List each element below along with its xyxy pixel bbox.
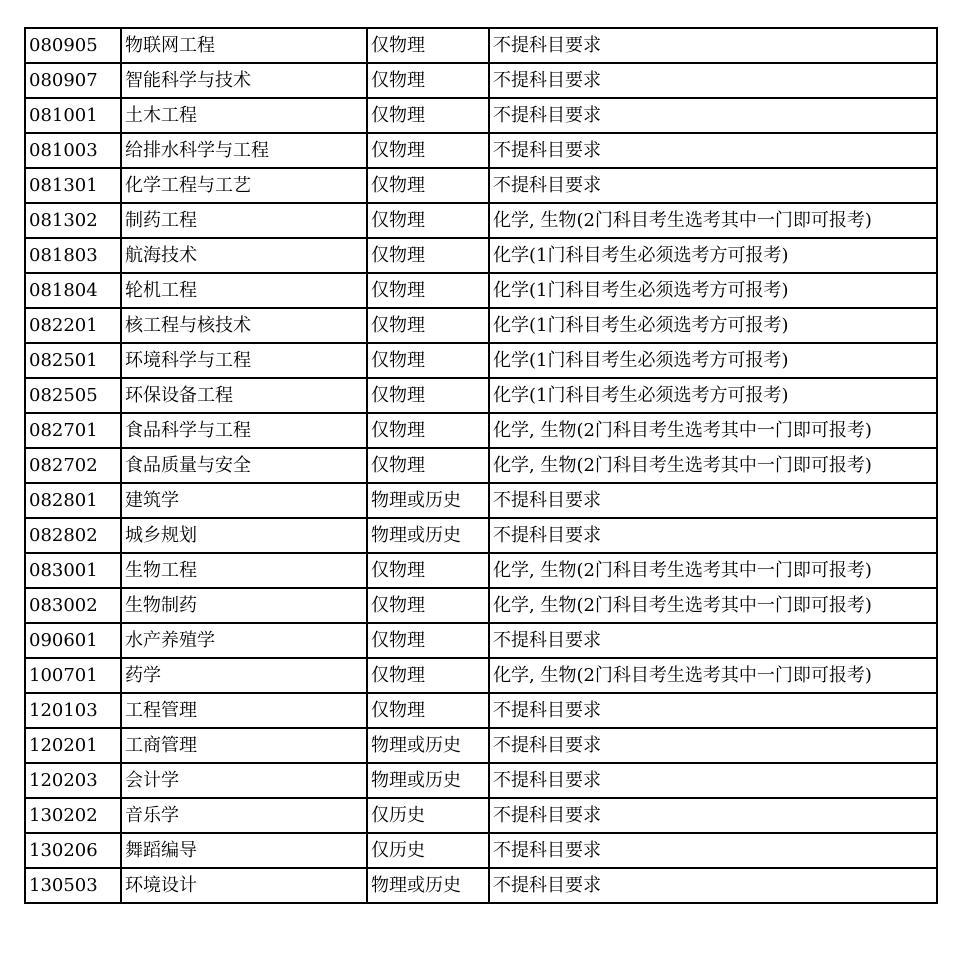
table-body [25, 28, 937, 903]
second-choice-cell: 不提科目要求 [489, 868, 937, 903]
major-name-cell: 食品科学与工程 [121, 413, 367, 448]
table-row [25, 413, 937, 448]
second-choice-cell: 化学(1门科目考生必须选考方可报考) [489, 308, 937, 343]
table-row [25, 728, 937, 763]
second-choice-cell: 化学, 生物(2门科目考生选考其中一门即可报考) [489, 553, 937, 588]
major-code-cell: 082801 [25, 483, 121, 518]
major-name-cell: 核工程与核技术 [121, 308, 367, 343]
major-code-cell: 080905 [25, 28, 121, 63]
table-row [25, 343, 937, 378]
first-choice-cell: 仅物理 [367, 553, 489, 588]
major-name-cell: 食品质量与安全 [121, 448, 367, 483]
second-choice-cell: 不提科目要求 [489, 28, 937, 63]
major-code-cell: 081003 [25, 133, 121, 168]
subject-requirements-table [24, 27, 938, 904]
table-row [25, 693, 937, 728]
second-choice-cell: 不提科目要求 [489, 833, 937, 868]
table-row [25, 623, 937, 658]
second-choice-cell: 化学, 生物(2门科目考生选考其中一门即可报考) [489, 588, 937, 623]
second-choice-cell: 化学(1门科目考生必须选考方可报考) [489, 238, 937, 273]
first-choice-cell: 仅物理 [367, 308, 489, 343]
major-code-cell: 081804 [25, 273, 121, 308]
first-choice-cell: 仅历史 [367, 798, 489, 833]
major-code-cell: 081803 [25, 238, 121, 273]
major-name-cell: 舞蹈编导 [121, 833, 367, 868]
table-row [25, 448, 937, 483]
major-name-cell: 土木工程 [121, 98, 367, 133]
first-choice-cell: 物理或历史 [367, 518, 489, 553]
major-name-cell: 化学工程与工艺 [121, 168, 367, 203]
first-choice-cell: 仅物理 [367, 133, 489, 168]
first-choice-cell: 物理或历史 [367, 728, 489, 763]
first-choice-cell: 仅物理 [367, 63, 489, 98]
major-code-cell: 120203 [25, 763, 121, 798]
table-row [25, 798, 937, 833]
major-name-cell: 水产养殖学 [121, 623, 367, 658]
table-row [25, 483, 937, 518]
second-choice-cell: 化学(1门科目考生必须选考方可报考) [489, 378, 937, 413]
major-name-cell: 环境科学与工程 [121, 343, 367, 378]
second-choice-cell: 化学(1门科目考生必须选考方可报考) [489, 273, 937, 308]
second-choice-cell: 不提科目要求 [489, 98, 937, 133]
second-choice-cell: 不提科目要求 [489, 728, 937, 763]
first-choice-cell: 仅物理 [367, 448, 489, 483]
major-name-cell: 给排水科学与工程 [121, 133, 367, 168]
second-choice-cell: 不提科目要求 [489, 693, 937, 728]
table-row [25, 378, 937, 413]
major-name-cell: 工商管理 [121, 728, 367, 763]
major-code-cell: 120201 [25, 728, 121, 763]
first-choice-cell: 仅物理 [367, 378, 489, 413]
table-row [25, 868, 937, 903]
major-code-cell: 081001 [25, 98, 121, 133]
major-name-cell: 智能科学与技术 [121, 63, 367, 98]
second-choice-cell: 不提科目要求 [489, 623, 937, 658]
first-choice-cell: 仅物理 [367, 203, 489, 238]
table-row [25, 63, 937, 98]
first-choice-cell: 仅物理 [367, 98, 489, 133]
major-name-cell: 轮机工程 [121, 273, 367, 308]
first-choice-cell: 仅物理 [367, 693, 489, 728]
major-code-cell: 083001 [25, 553, 121, 588]
major-code-cell: 082505 [25, 378, 121, 413]
table-row [25, 518, 937, 553]
major-code-cell: 081302 [25, 203, 121, 238]
table-row [25, 553, 937, 588]
major-name-cell: 会计学 [121, 763, 367, 798]
first-choice-cell: 物理或历史 [367, 868, 489, 903]
table-row [25, 238, 937, 273]
major-code-cell: 120103 [25, 693, 121, 728]
table-row [25, 588, 937, 623]
first-choice-cell: 仅物理 [367, 168, 489, 203]
table-row [25, 273, 937, 308]
second-choice-cell: 不提科目要求 [489, 483, 937, 518]
major-code-cell: 083002 [25, 588, 121, 623]
second-choice-cell: 化学, 生物(2门科目考生选考其中一门即可报考) [489, 203, 937, 238]
second-choice-cell: 化学, 生物(2门科目考生选考其中一门即可报考) [489, 413, 937, 448]
second-choice-cell: 化学, 生物(2门科目考生选考其中一门即可报考) [489, 448, 937, 483]
table-row [25, 308, 937, 343]
table-row [25, 833, 937, 868]
major-name-cell: 城乡规划 [121, 518, 367, 553]
major-name-cell: 药学 [121, 658, 367, 693]
second-choice-cell: 不提科目要求 [489, 763, 937, 798]
major-name-cell: 环保设备工程 [121, 378, 367, 413]
first-choice-cell: 仅物理 [367, 658, 489, 693]
table-row [25, 658, 937, 693]
second-choice-cell: 不提科目要求 [489, 518, 937, 553]
major-name-cell: 音乐学 [121, 798, 367, 833]
major-code-cell: 082201 [25, 308, 121, 343]
major-code-cell: 082501 [25, 343, 121, 378]
major-name-cell: 建筑学 [121, 483, 367, 518]
major-code-cell: 082701 [25, 413, 121, 448]
table-row [25, 98, 937, 133]
major-name-cell: 生物制药 [121, 588, 367, 623]
first-choice-cell: 仅物理 [367, 623, 489, 658]
major-name-cell: 工程管理 [121, 693, 367, 728]
first-choice-cell: 仅物理 [367, 413, 489, 448]
major-code-cell: 100701 [25, 658, 121, 693]
major-name-cell: 航海技术 [121, 238, 367, 273]
first-choice-cell: 仅物理 [367, 343, 489, 378]
second-choice-cell: 化学(1门科目考生必须选考方可报考) [489, 343, 937, 378]
major-name-cell: 生物工程 [121, 553, 367, 588]
second-choice-cell: 化学, 生物(2门科目考生选考其中一门即可报考) [489, 658, 937, 693]
first-choice-cell: 物理或历史 [367, 483, 489, 518]
major-name-cell: 制药工程 [121, 203, 367, 238]
second-choice-cell: 不提科目要求 [489, 168, 937, 203]
first-choice-cell: 仅物理 [367, 273, 489, 308]
first-choice-cell: 仅历史 [367, 833, 489, 868]
first-choice-cell: 仅物理 [367, 28, 489, 63]
table-row [25, 28, 937, 63]
table-row [25, 203, 937, 238]
major-name-cell: 环境设计 [121, 868, 367, 903]
major-code-cell: 080907 [25, 63, 121, 98]
first-choice-cell: 仅物理 [367, 238, 489, 273]
table-row [25, 168, 937, 203]
table-row [25, 763, 937, 798]
major-code-cell: 082702 [25, 448, 121, 483]
major-code-cell: 130503 [25, 868, 121, 903]
major-code-cell: 130202 [25, 798, 121, 833]
first-choice-cell: 物理或历史 [367, 763, 489, 798]
second-choice-cell: 不提科目要求 [489, 63, 937, 98]
major-code-cell: 081301 [25, 168, 121, 203]
major-code-cell: 130206 [25, 833, 121, 868]
second-choice-cell: 不提科目要求 [489, 133, 937, 168]
major-code-cell: 090601 [25, 623, 121, 658]
major-name-cell: 物联网工程 [121, 28, 367, 63]
second-choice-cell: 不提科目要求 [489, 798, 937, 833]
major-code-cell: 082802 [25, 518, 121, 553]
first-choice-cell: 仅物理 [367, 588, 489, 623]
table-row [25, 133, 937, 168]
